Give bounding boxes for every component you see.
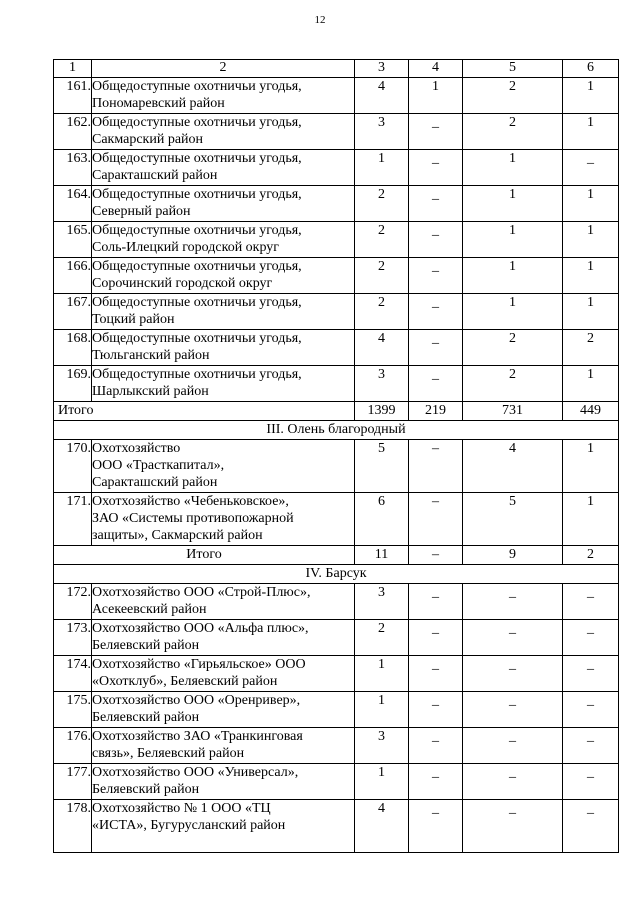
value-cell: _ [409,800,463,853]
section-title-row [54,421,619,440]
value-cell: 1 [563,186,619,222]
total-value: 9 [463,546,563,565]
value-cell: 2 [355,186,409,222]
name-line: Общедоступные охотничьи угодья, [92,151,302,166]
section-title-row [54,565,619,584]
value-cell: 1 [563,366,619,402]
total-row [54,546,619,565]
value-cell: 1 [355,692,409,728]
value-cell: 1 [563,78,619,114]
table-body [54,60,619,853]
value-cell: _ [563,800,619,853]
header-cell: 4 [409,60,463,78]
value-cell: _ [463,692,563,728]
name-line: Беляевский район [92,638,200,653]
table-row [54,584,619,620]
value-cell: 2 [463,78,563,114]
name-line: Общедоступные охотничьи угодья, [92,295,302,310]
total-label: Итого [54,402,355,421]
value-cell: _ [409,692,463,728]
value-cell: 1 [563,114,619,150]
table-row [54,764,619,800]
name-line: Асекеевский район [92,602,207,617]
value-cell: 4 [355,330,409,366]
value-cell: – [409,440,463,493]
value-cell: _ [563,150,619,186]
table-row [54,493,619,546]
row-number: 167. [54,294,92,330]
value-cell: 1 [463,258,563,294]
total-label: Итого [54,546,355,565]
total-value: – [409,546,463,565]
name-cell [92,493,355,546]
value-cell: 3 [355,114,409,150]
name-line: Общедоступные охотничьи угодья, [92,187,302,202]
row-number: 166. [54,258,92,294]
name-line: Саракташский район [92,168,218,183]
row-number: 164. [54,186,92,222]
value-cell: 1 [409,78,463,114]
row-number: 171. [54,493,92,546]
name-line: Общедоступные охотничьи угодья, [92,223,302,238]
value-cell: _ [563,656,619,692]
value-cell: _ [409,258,463,294]
row-number: 177. [54,764,92,800]
header-cell: 3 [355,60,409,78]
name-line: Саракташский район [92,475,218,490]
name-line: Сорочинский городской округ [92,276,273,291]
row-number: 170. [54,440,92,493]
name-cell [92,78,355,114]
value-cell: 1 [355,150,409,186]
name-cell [92,258,355,294]
name-cell [92,584,355,620]
value-cell: 1 [463,222,563,258]
header-cell: 2 [92,60,355,78]
name-line: Общедоступные охотничьи угодья, [92,79,302,94]
value-cell: – [409,493,463,546]
value-cell: _ [409,764,463,800]
name-line: Охотхозяйство ООО «Оренривер», [92,693,301,708]
name-line: «ИСТА», Бугурусланский район [92,818,286,833]
value-cell: 2 [563,330,619,366]
name-line: Шарлыкский район [92,384,209,399]
name-line: Охотхозяйство ООО «Универсал», [92,765,299,780]
name-line: Общедоступные охотничьи угодья, [92,259,302,274]
header-cell: 6 [563,60,619,78]
name-line: Беляевский район [92,782,200,797]
value-cell: 1 [355,656,409,692]
value-cell: _ [409,330,463,366]
name-cell [92,440,355,493]
value-cell: 3 [355,728,409,764]
value-cell: _ [463,620,563,656]
table-row [54,800,619,853]
value-cell: 2 [463,366,563,402]
name-line: Беляевский район [92,710,200,725]
value-cell: 2 [355,294,409,330]
name-cell [92,330,355,366]
value-cell: 4 [355,78,409,114]
value-cell: _ [409,584,463,620]
name-line: ЗАО «Системы противопожарной [92,511,294,526]
table-row [54,78,619,114]
value-cell: 1 [563,493,619,546]
value-cell: 1 [563,440,619,493]
name-line: Охотхозяйство «Гирьяльское» ООО [92,657,306,672]
total-value: 731 [463,402,563,421]
value-cell: 1 [463,294,563,330]
row-number: 163. [54,150,92,186]
total-value: 2 [563,546,619,565]
row-number: 162. [54,114,92,150]
name-line: «Охотклуб», Беляевский район [92,674,278,689]
value-cell: 5 [355,440,409,493]
value-cell: _ [463,764,563,800]
table-row [54,186,619,222]
value-cell: _ [463,656,563,692]
table-row [54,258,619,294]
value-cell: _ [409,366,463,402]
value-cell: 1 [463,150,563,186]
name-cell [92,656,355,692]
hunting-quota-table [53,59,619,853]
row-number: 161. [54,78,92,114]
total-row [54,402,619,421]
value-cell: 6 [355,493,409,546]
row-number: 178. [54,800,92,853]
value-cell: 3 [355,584,409,620]
table-row [54,150,619,186]
name-line: связь», Беляевский район [92,746,245,761]
value-cell: _ [563,620,619,656]
name-cell [92,692,355,728]
page-number: 12 [314,14,326,26]
section-title: IV. Барсук [54,565,619,584]
name-cell [92,800,355,853]
name-line: Охотхозяйство [92,441,181,456]
value-cell: 2 [463,330,563,366]
name-cell [92,114,355,150]
name-line: Охотхозяйство ООО «Альфа плюс», [92,621,309,636]
name-line: Общедоступные охотничьи угодья, [92,367,302,382]
name-line: Соль-Илецкий городской округ [92,240,280,255]
table-row [54,294,619,330]
value-cell: _ [563,692,619,728]
name-cell [92,294,355,330]
name-cell [92,366,355,402]
value-cell: 2 [355,222,409,258]
table-row [54,656,619,692]
value-cell: 4 [355,800,409,853]
name-cell [92,764,355,800]
total-value: 219 [409,402,463,421]
name-cell [92,186,355,222]
row-number: 172. [54,584,92,620]
value-cell: 2 [463,114,563,150]
value-cell: _ [463,584,563,620]
value-cell: 2 [355,620,409,656]
value-cell: _ [463,800,563,853]
name-line [92,834,354,851]
value-cell: _ [409,186,463,222]
name-line: Общедоступные охотничьи угодья, [92,331,302,346]
name-line: ООО «Трасткапитал», [92,458,225,473]
table-row [54,692,619,728]
table-row [54,620,619,656]
name-line: защиты», Сакмарский район [92,528,263,543]
name-line: Тоцкий район [92,312,175,327]
value-cell: _ [409,656,463,692]
value-cell: _ [409,114,463,150]
value-cell: _ [563,764,619,800]
value-cell: _ [563,728,619,764]
table-row [54,440,619,493]
name-cell [92,150,355,186]
row-number: 173. [54,620,92,656]
table-row [54,366,619,402]
value-cell: 1 [563,294,619,330]
table-row [54,114,619,150]
value-cell: 1 [355,764,409,800]
value-cell: _ [563,584,619,620]
name-line: Общедоступные охотничьи угодья, [92,115,302,130]
column-number-header [54,60,619,78]
row-number: 175. [54,692,92,728]
header-cell: 5 [463,60,563,78]
name-line: Пономаревский район [92,96,225,111]
total-value: 1399 [355,402,409,421]
value-cell: 1 [563,222,619,258]
row-number: 169. [54,366,92,402]
name-line: Охотхозяйство № 1 ООО «ТЦ [92,801,271,816]
value-cell: _ [409,620,463,656]
value-cell: 5 [463,493,563,546]
section-title: III. Олень благородный [54,421,619,440]
table-row [54,728,619,764]
value-cell: _ [409,150,463,186]
total-value: 449 [563,402,619,421]
name-line: Охотхозяйство ООО «Строй-Плюс», [92,585,311,600]
row-number: 168. [54,330,92,366]
name-cell [92,728,355,764]
value-cell: 2 [355,258,409,294]
name-line: Северный район [92,204,191,219]
value-cell: _ [463,728,563,764]
row-number: 176. [54,728,92,764]
table-row [54,330,619,366]
value-cell: _ [409,294,463,330]
name-cell [92,620,355,656]
value-cell: 3 [355,366,409,402]
value-cell: 4 [463,440,563,493]
name-line: Охотхозяйство ЗАО «Транкинговая [92,729,303,744]
name-line: Тюльганский район [92,348,210,363]
header-cell: 1 [54,60,92,78]
value-cell: 1 [563,258,619,294]
name-line: Сакмарский район [92,132,204,147]
name-line: Охотхозяйство «Чебеньковское», [92,494,289,509]
value-cell: _ [409,222,463,258]
total-value: 11 [355,546,409,565]
row-number: 165. [54,222,92,258]
value-cell: _ [409,728,463,764]
name-cell [92,222,355,258]
table-row [54,222,619,258]
value-cell: 1 [463,186,563,222]
row-number: 174. [54,656,92,692]
